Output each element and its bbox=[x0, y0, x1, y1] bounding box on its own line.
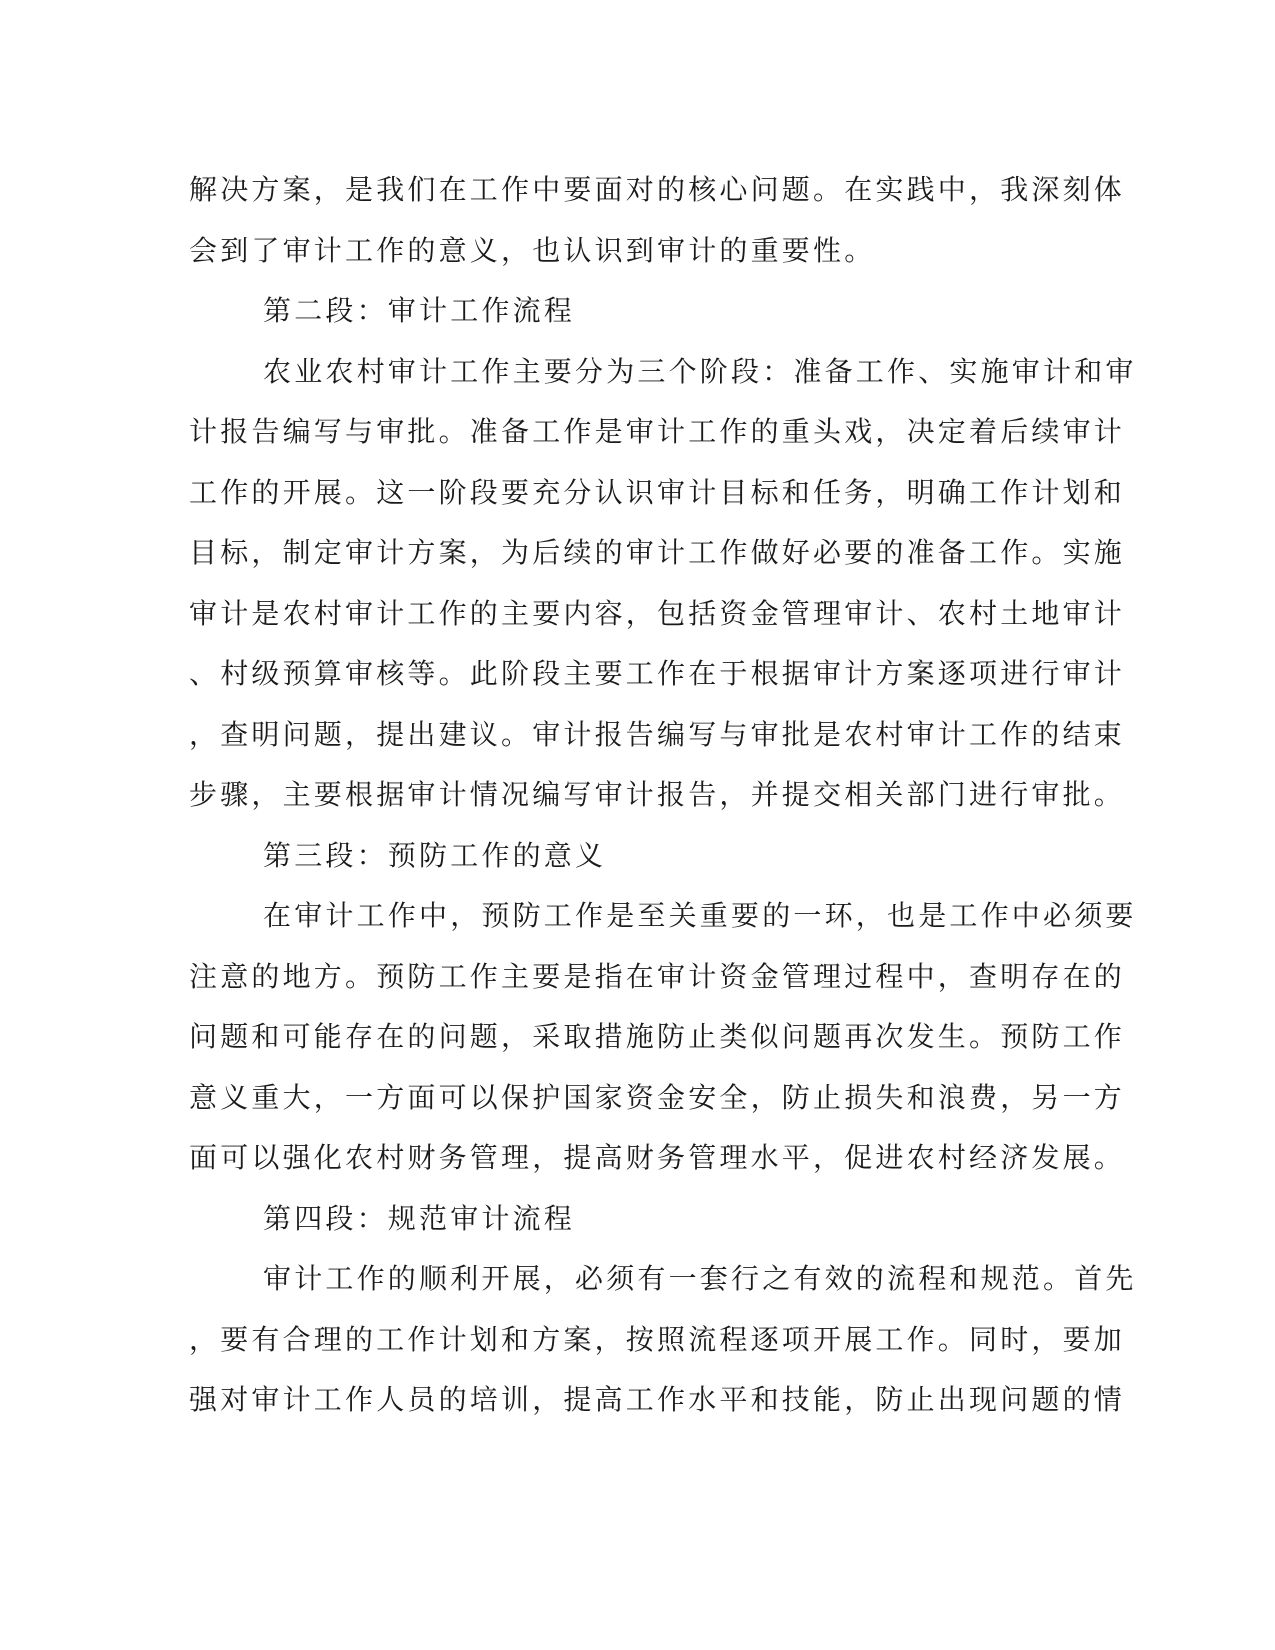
text-line: 目标，制定审计方案，为后续的审计工作做好必要的准备工作。实施 bbox=[189, 536, 1126, 569]
text-line: ，查明问题，提出建议。审计报告编写与审批是农村审计工作的结束 bbox=[189, 717, 1126, 751]
text-line: 在审计工作中，预防工作是至关重要的一环，也是工作中必须要 bbox=[263, 899, 1137, 932]
text-line: 农业农村审计工作主要分为三个阶段：准备工作、实施审计和审 bbox=[263, 354, 1137, 388]
text-line: 面可以强化农村财务管理，提高财务管理水平，促进农村经济发展。 bbox=[189, 1141, 1126, 1174]
text-line: 审计是农村审计工作的主要内容，包括资金管理审计、农村土地审计 bbox=[189, 596, 1126, 630]
text-line: 问题和可能存在的问题，采取措施防止类似问题再次发生。预防工作 bbox=[189, 1020, 1126, 1053]
text-line: ，要有合理的工作计划和方案，按照流程逐项开展工作。同时，要加 bbox=[189, 1322, 1126, 1356]
text-line: 工作的开展。这一阶段要充分认识审计目标和任务，明确工作计划和 bbox=[189, 475, 1126, 509]
text-line: 意义重大，一方面可以保护国家资金安全，防止损失和浪费，另一方 bbox=[189, 1080, 1126, 1114]
text-line: 强对审计工作人员的培训，提高工作水平和技能，防止出现问题的情 bbox=[189, 1383, 1126, 1416]
text-line: 计报告编写与审批。准备工作是审计工作的重头戏，决定着后续审计 bbox=[189, 415, 1126, 448]
section-heading: 第二段：审计工作流程 bbox=[263, 294, 576, 327]
section-heading: 第四段：规范审计流程 bbox=[263, 1201, 576, 1235]
text-line: 注意的地方。预防工作主要是指在审计资金管理过程中，查明存在的 bbox=[189, 959, 1126, 993]
body-text bbox=[189, 160, 1137, 1431]
text-line: 审计工作的顺利开展，必须有一套行之有效的流程和规范。首先 bbox=[263, 1262, 1137, 1295]
text-line: 解决方案，是我们在工作中要面对的核心问题。在实践中，我深刻体 bbox=[189, 173, 1126, 206]
text-line: 、村级预算审核等。此阶段主要工作在于根据审计方案逐项进行审计 bbox=[189, 657, 1126, 690]
text-line: 步骤，主要根据审计情况编写审计报告，并提交相关部门进行审批。 bbox=[189, 778, 1126, 811]
section-heading: 第三段：预防工作的意义 bbox=[263, 838, 607, 872]
text-line: 会到了审计工作的意义，也认识到审计的重要性。 bbox=[189, 233, 876, 267]
